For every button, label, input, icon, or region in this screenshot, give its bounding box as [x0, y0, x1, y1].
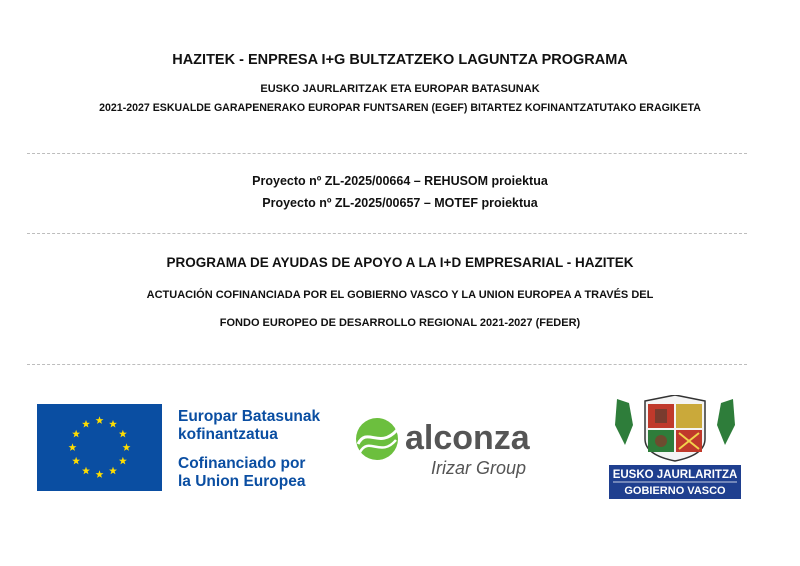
eu-text-line-4: la Union Europea: [178, 473, 306, 490]
alconza-name: alconza: [405, 419, 530, 457]
divider-3: [27, 364, 747, 365]
program-line-2: FONDO EUROPEO DE DESARROLLO REGIONAL 2021-2027 (FEDER): [219, 317, 581, 329]
alconza-logo: [355, 414, 545, 480]
divider-1: [27, 153, 747, 154]
program-line-1: ACTUACIÓN COFINANCIADA POR EL GOBIERNO VASCO Y LA UNION EUROPEA A TRAVÉS DEL: [146, 289, 654, 301]
gv-line-2: GOBIERNO VASCO: [624, 485, 726, 497]
project-2: Proyecto nº ZL-2025/00657 – MOTEF proiektua: [262, 196, 538, 210]
eu-text-line-2: kofinantzatua: [178, 426, 278, 443]
project-1: Proyecto nº ZL-2025/00664 – REHUSOM proiektua: [252, 174, 548, 188]
divider-2: [27, 233, 747, 234]
alconza-group: Irizar Group: [431, 458, 527, 478]
eu-text-line-3: Cofinanciado por: [178, 455, 306, 472]
gv-line-1: EUSKO JAURLARITZA: [612, 469, 738, 481]
gobierno-vasco-logo: [609, 395, 741, 499]
coat-of-arms-icon: [615, 395, 735, 461]
subtitle-eu-1: EUSKO JAURLARITZAK ETA EUROPAR BATASUNAK: [260, 83, 540, 95]
title-eu: HAZITEK - ENPRESA I+G BULTZATZEKO LAGUNTZA PROGRAMA: [172, 52, 628, 68]
program-title-es: PROGRAMA DE AYUDAS DE APOYO A LA I+D EMPRESARIAL - HAZITEK: [166, 255, 634, 270]
subtitle-eu-2: 2021-2027 ESKUALDE GARAPENERAKO EUROPAR FUNTSAREN (EGEF) BITARTEZ KOFINANTZATUTAKO ERAGIKETA: [99, 102, 701, 114]
eu-flag-icon: [37, 404, 162, 491]
eu-text-line-1: Europar Batasunak: [178, 408, 321, 425]
